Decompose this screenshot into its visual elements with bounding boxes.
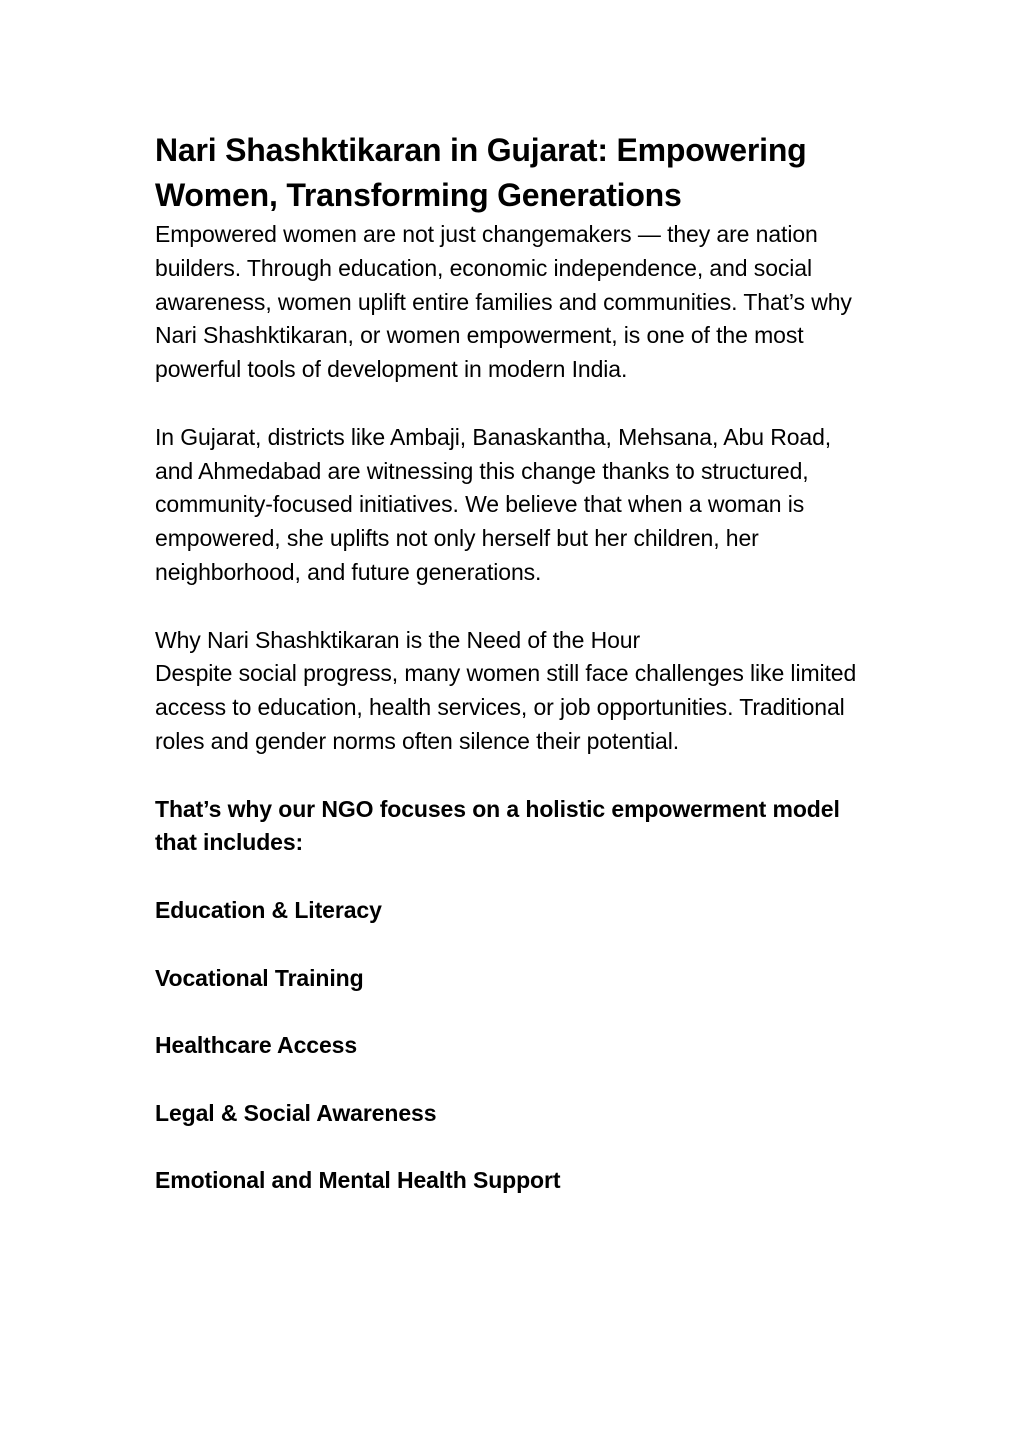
document-title: Nari Shashktikaran in Gujarat: Empowering Women, Transforming Generations xyxy=(155,132,807,213)
need-heading: Why Nari Shashktikaran is the Need of the Hour xyxy=(155,626,641,653)
model-item-healthcare: Healthcare Access xyxy=(155,1032,358,1059)
model-item-vocational: Vocational Training xyxy=(155,964,364,991)
model-item-emotional: Emotional and Mental Health Support xyxy=(155,1167,561,1194)
document-page xyxy=(155,128,875,1198)
model-item-education: Education & Literacy xyxy=(155,896,382,923)
gujarat-paragraph: In Gujarat, districts like Ambaji, Banaskantha, Mehsana, Abu Road, and Ahmedabad are witnessing this change thanks to structured, community-focused initiatives. We believe that when a woman is empowered, she uplifts not only herself but her children, her neighborhood, and future generations. xyxy=(155,423,832,585)
intro-paragraph: Empowered women are not just changemakers — they are nation builders. Through education, economic independence, and social awareness, women uplift entire families and communities. That’s why Nari Shashktikaran, or women empowerment, is one of the most powerful tools of development in modern India. xyxy=(155,221,852,383)
need-paragraph: Despite social progress, many women still face challenges like limited access to education, health services, or job opportunities. Traditional roles and gender norms often silence their potential. xyxy=(155,660,857,754)
model-item-legal: Legal & Social Awareness xyxy=(155,1099,437,1126)
model-intro: That’s why our NGO focuses on a holistic empowerment model that includes: xyxy=(155,795,840,856)
